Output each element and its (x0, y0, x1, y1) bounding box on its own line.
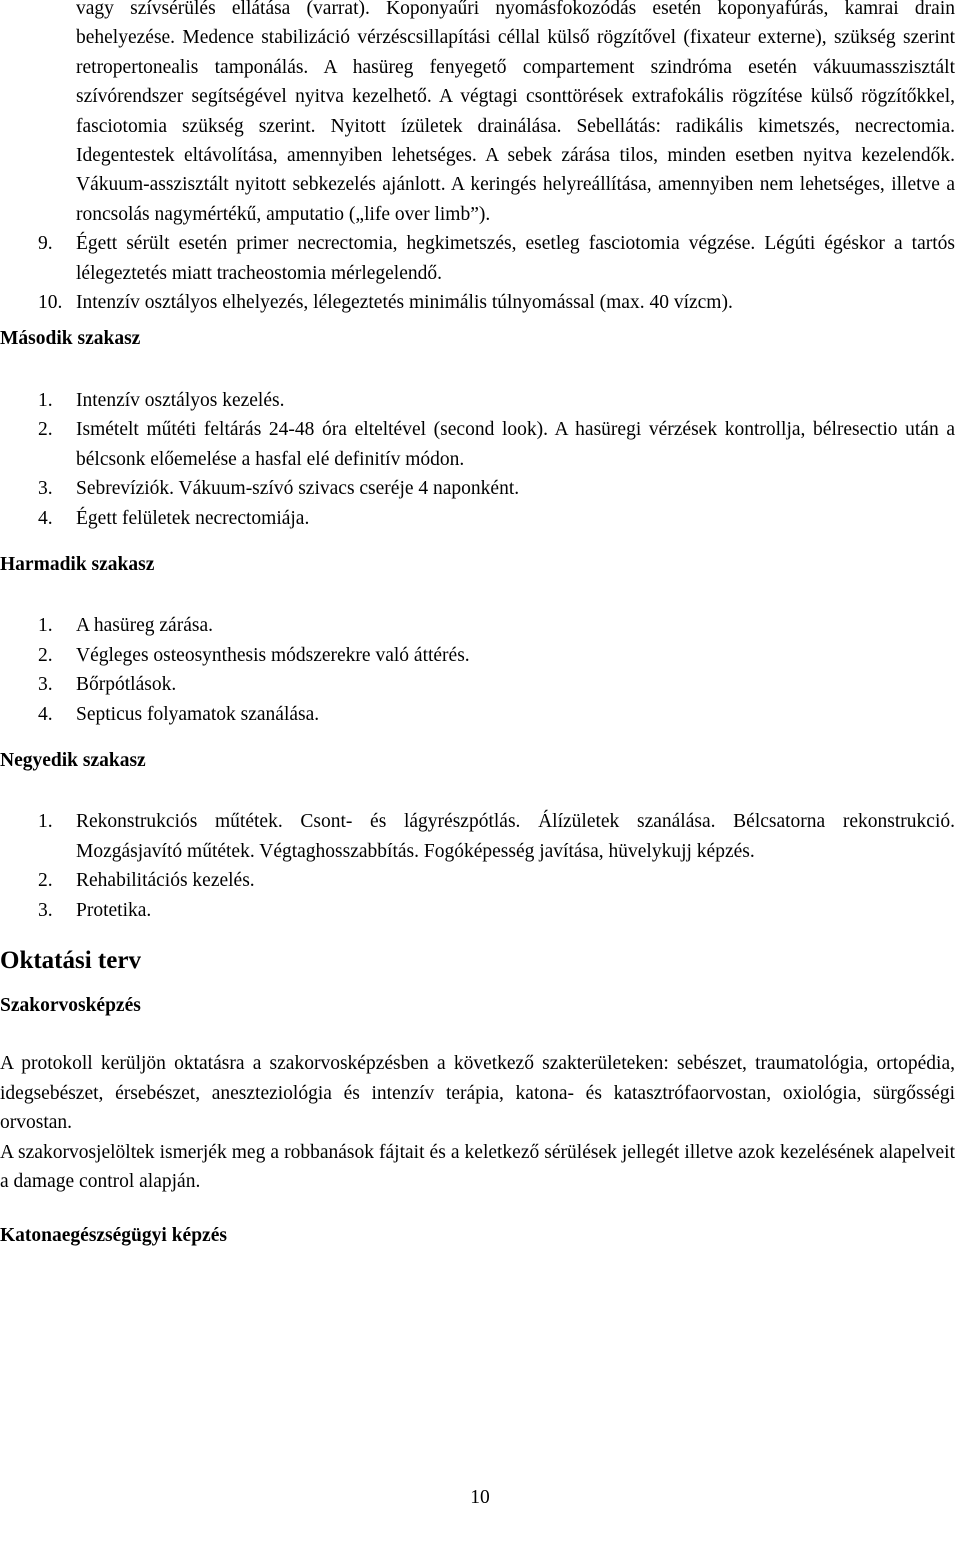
list-text: Sebrevíziók. Vákuum-szívó szivacs cseréje 4 naponként. (76, 478, 520, 500)
list-item (0, 700, 955, 729)
list-number: 9. (38, 233, 53, 255)
first-list (0, 229, 960, 317)
list-item (0, 611, 955, 640)
list-item (0, 866, 955, 895)
list-text: Végleges osteosynthesis módszerekre való áttérés. (76, 644, 470, 666)
list-number: 2. (38, 419, 53, 441)
list-text: A hasüreg zárása. (76, 615, 213, 637)
list-item (0, 474, 955, 503)
list-number: 4. (38, 703, 53, 725)
page-number: 10 (470, 1487, 490, 1508)
list-text: Protetika. (76, 899, 152, 921)
section-heading-negyedik: Negyedik szakasz (0, 749, 146, 771)
list-text: Septicus folyamatok szanálása. (76, 703, 320, 725)
list-text: Rehabilitációs kezelés. (76, 870, 255, 892)
intro-continuation: vagy szívsérülés ellátása (varrat). Koponyaűri nyomásfokozódás esetén koponyafúrás, kamrai drain behelyezése. Medence stabilizáció vérzéscsillapítási céllal külső rögzítővel (fixateur externe), szükség szerint retropertonealis tamponálás. A hasüreg fenyegető compartement szindróma esetén vákuumasszisztált szívórendszer segítségével nyitva kezelhető. A végtagi csonttörések extrafokális rögzítése külső rögzítőkkel, fasciotomia szükség szerint. Nyitott ízületek drainálása. Sebellátás: radikális kimetszés, necrectomia. Idegentestek eltávolítása, amennyiben lehetséges. A sebek zárása tilos, minden esetben nyitva kezelendők. Vákuum-asszisztált nyitott sebkezelés ajánlott. A keringés helyreállítása, amennyiben nem lehetséges, illetve a roncsolás nagymértékű, amputatio („life over limb”). (76, 0, 955, 225)
section-heading-masodik: Második szakasz (0, 328, 141, 350)
list-item (0, 288, 955, 317)
szakorvoskepzes-paragraph-1: A protokoll kerüljön oktatásra a szakorvosképzésben a következő szakterületeken: sebészet, traumatológia, ortopédia, idegsebészet, érsebészet, aneszteziológia és intenzív terápia, katona- és katasztrófaorvostan, oxiológia, sürgősségi orvostan. (0, 1053, 955, 1134)
list-number: 1. (38, 389, 53, 411)
list-item (0, 504, 955, 533)
list-number: 4. (38, 507, 53, 529)
section-list-negyedik (0, 807, 960, 925)
szakorvoskepzes-heading: Szakorvosképzés (0, 994, 141, 1016)
list-number: 3. (38, 478, 53, 500)
list-number: 1. (38, 615, 53, 637)
list-number: 3. (38, 674, 53, 696)
list-text: Intenzív osztályos kezelés. (76, 389, 285, 411)
list-text: Égett felületek necrectomiája. (76, 507, 310, 529)
list-item (0, 896, 955, 925)
list-number: 2. (38, 870, 53, 892)
list-item (0, 386, 955, 415)
list-item (0, 415, 955, 474)
section-heading-harmadik: Harmadik szakasz (0, 553, 155, 575)
list-item (0, 807, 955, 866)
list-item (0, 670, 955, 699)
list-text: Rekonstrukciós műtétek. Csont- és lágyrészpótlás. Álízületek szanálása. Bélcsatorna rekonstrukció. Mozgásjavító műtétek. Végtaghosszabbítás. Fogóképesség javítása, hüvelykujj képzés. (76, 811, 955, 862)
list-text: Intenzív osztályos elhelyezés, lélegeztetés minimális túlnyomással (max. 40 vízcm). (76, 292, 733, 314)
section-list-harmadik (0, 611, 960, 729)
list-item (0, 229, 955, 288)
list-number: 2. (38, 644, 53, 666)
list-number: 3. (38, 899, 53, 921)
list-item (0, 641, 955, 670)
section-list-masodik (0, 386, 960, 533)
katonaegeszsegugyi-heading: Katonaegészségügyi képzés (0, 1225, 227, 1247)
list-number: 10. (38, 292, 63, 314)
list-number: 1. (38, 811, 53, 833)
oktatasi-terv-heading: Oktatási terv (0, 946, 141, 974)
list-text: Ismételt műtéti feltárás 24-48 óra elteltével (second look). A hasüregi vérzések kontrollja, bélresectio után a bélcsonk előemelése a hasfal elé definitív módon. (76, 419, 955, 470)
list-text: Bőrpótlások. (76, 674, 177, 696)
szakorvoskepzes-paragraph-2: A szakorvosjelöltek ismerjék meg a robbanások fájtait és a keletkező sérülések jellegét illetve azok kezelésének alapelveit a damage control alapján. (0, 1141, 955, 1192)
list-text: Égett sérült esetén primer necrectomia, hegkimetszés, esetleg fasciotomia végzése. Légúti égéskor a tartós lélegeztetés miatt tracheostomia mérlegelendő. (76, 233, 955, 284)
